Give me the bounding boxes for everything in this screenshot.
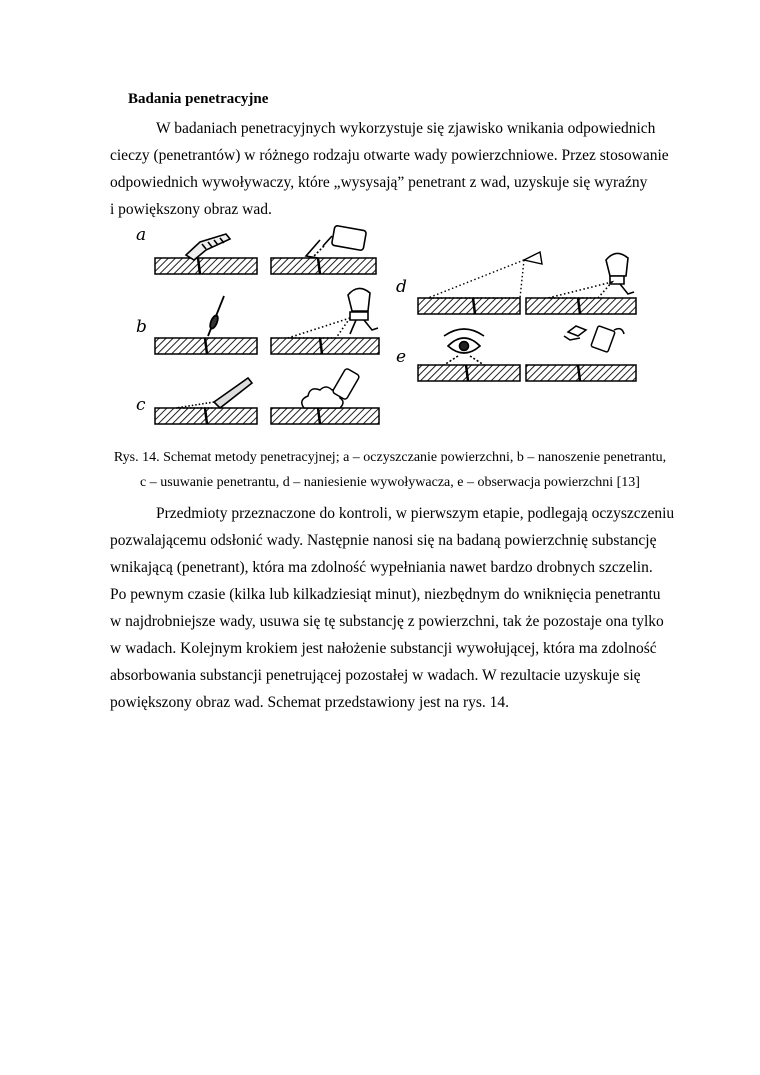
caption-line: Rys. 14. Schemat metody penetracyjnej; a – oczyszczanie powierzchni, b – nanoszenie penetrantu, [113, 450, 667, 465]
label-d: d [396, 277, 407, 297]
section-heading: Badania penetracyjne [128, 91, 269, 107]
body-paragraph [110, 500, 680, 716]
plate-c2 [271, 408, 379, 424]
plate-e2 [526, 365, 636, 381]
intro-line: i powiększony obraz wad. [110, 201, 272, 218]
body-line: pozwalającemu odsłonić wady. Następnie nanosi się na badaną powierzchnię substancję [110, 532, 657, 549]
plate-a2 [271, 258, 376, 274]
cloth-and-can-icon [302, 368, 360, 408]
plate-e1 [418, 365, 520, 381]
caption-line: c – usuwanie penetrantu, d – naniesienie wywoływacza, e – obserwacja powierzchni [13] [140, 475, 640, 490]
plate-d2 [526, 298, 636, 314]
eye-icon [444, 329, 484, 365]
label-e: e [396, 347, 407, 367]
penetrant-method-figure [128, 220, 648, 435]
body-line: wnikającą (penetrant), która ma zdolność wypełniania nawet bardzo drobnych szczelin. [110, 559, 653, 576]
plate-a1 [155, 258, 257, 274]
spray-gun-icon-2 [548, 253, 634, 298]
plate-d1 [418, 298, 520, 314]
dropper-icon [208, 296, 224, 336]
plate-c1 [155, 408, 257, 424]
intro-line: odpowiednich wywoływaczy, które „wysysają” penetrant z wad, uzyskuje się wyraźny [110, 174, 648, 191]
body-line: powiększony obraz wad. Schemat przedstawiony jest na rys. 14. [110, 694, 510, 711]
intro-paragraph [110, 115, 670, 223]
spray-can-icon [306, 225, 366, 258]
body-line: Po pewnym czasie (kilka lub kilkadziesiąt minut), niezbędnym do wniknięcia penetrantu [110, 586, 661, 603]
body-line: w wadach. Kolejnym krokiem jest nałożenie substancji wywołującej, która ma zdolność [110, 640, 657, 657]
uv-lamp-icon [564, 326, 624, 353]
label-c: c [136, 395, 146, 415]
wiping-nozzle-icon [176, 378, 252, 408]
brush-icon [186, 234, 230, 260]
figure-caption [100, 445, 680, 495]
developer-spray-icon [428, 252, 542, 298]
body-line: Przedmioty przeznaczone do kontroli, w pierwszym etapie, podlegają oczyszczeniu [156, 505, 675, 522]
body-line: w najdrobniejsze wady, usuwa się tę substancję z powierzchni, tak że pozostaje ona tylko [110, 613, 664, 630]
label-a: a [136, 225, 147, 245]
intro-line: W badaniach penetracyjnych wykorzystuje się zjawisko wnikania odpowiednich [156, 120, 656, 137]
plate-b1 [155, 338, 257, 354]
plate-b2 [271, 338, 379, 354]
spray-gun-icon [288, 288, 378, 338]
body-line: absorbowania substancji penetrującej pozostałej w wadach. W rezultacie uzyskuje się [110, 667, 641, 684]
label-b: b [136, 317, 147, 337]
intro-line: cieczy (penetrantów) w różnego rodzaju otwarte wady powierzchniowe. Przez stosowanie [110, 147, 669, 164]
